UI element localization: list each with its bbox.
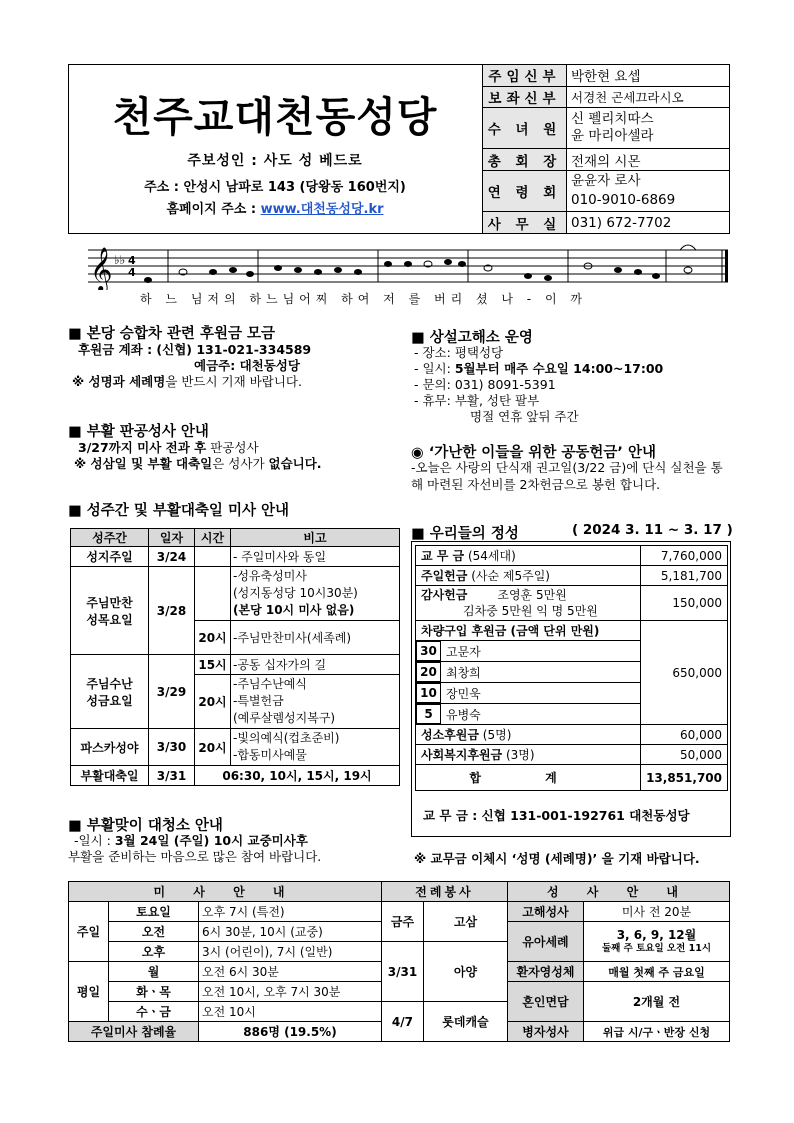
day-note: -빛의예식(컵초준비) -합동미사예물 [231,729,400,766]
svg-text:♭♭: ♭♭ [114,253,126,267]
confession-closed: - 휴무: 부활, 성탄 팔부 [414,393,540,408]
staff-role: 수 녀 원 [483,108,567,149]
homepage-link[interactable]: www.대천동성당.kr [260,202,384,217]
staff-role: 보좌신부 [483,86,567,108]
poor-text: -오늘은 사랑의 단식재 권고일(3/22 금)에 단식 실천을 통해 마련된 자선비를 2차헌금으로 봉헌 합니다. [411,460,723,492]
sat-label: 토요일 [109,902,199,922]
tt-time: 오전 10시, 오후 7시 30분 [199,982,382,1002]
day-note: -성유축성미사 (성지동성당 10시30분) (본당 10시 미사 없음) [231,567,400,621]
schedule-table [68,881,730,1042]
donor-amount: 10 [417,684,441,703]
confession-heading: ■ 상설고해소 운영 [411,330,533,346]
col-header: 일자 [149,529,195,547]
amount: 5,181,700 [641,566,728,586]
easter-confession-heading: ■ 부활 판공성사 안내 [68,424,209,440]
sacrament-heading: 성 사 안 내 [507,882,729,902]
vehicle-label: 차량구입 후원금 (금액 단위 만원) [416,621,641,641]
staff-role: 사 무 실 [483,212,567,234]
day-date: 3/29 [149,655,195,729]
sacrament-label: 고해성사 [507,902,583,922]
day-note: -공동 십자가의 길 [231,655,400,675]
offering-account: 교 무 금 : 신협 131-001-192761 대천동성당 [423,808,690,823]
donor-name: 장민욱 [446,686,481,701]
parking-note: ※ 성명과 세례명을 반드시 기재 바랍니다. [72,374,302,389]
day-name: 성지주일 [71,547,149,567]
holyweek-table [70,528,400,786]
amount: 50,000 [641,745,728,765]
staff-role: 총 회 장 [483,149,567,171]
staff-name: 신 펠리치따스 윤 마리아셀라 [567,108,730,149]
sacrament-value: 미사 전 20분 [583,902,729,922]
holyweek-heading: ■ 성주간 및 부활대축일 미사 안내 [68,503,290,519]
donor-name: 유병숙 [446,707,481,722]
svg-text:4: 4 [128,254,136,267]
cleaning-date: -일시 : 3월 24일 (주일) 10시 교중미사후 [74,833,308,848]
donor-amount: 30 [417,642,441,661]
attendance-value: 886명 (19.5%) [199,1022,382,1042]
day-date: 3/28 [149,567,195,655]
confession-place: - 장소: 평택성당 [414,345,504,360]
tt-label: 화ㆍ목 [109,982,199,1002]
mass-heading: 미 사 안 내 [69,882,382,902]
staff-name: 전재의 시몬 [567,149,730,171]
day-name: 파스카성야 [71,729,149,766]
easter-confession-line1: 3/27까지 미사 전과 후 판공성사 [78,440,259,455]
day-note: -주님수난예식 -특별헌금 (예루살렘성지복구) [231,675,400,729]
easter-confession-line2: ※ 성삼일 및 부활 대축일은 성사가 없습니다. [74,456,322,471]
day-date: 3/30 [149,729,195,766]
offering-note: ※ 교무금 이체시 ‘성명 (세례명)’ 을 기재 바랍니다. [414,851,700,866]
col-header: 시간 [195,529,231,547]
amount: 650,000 [641,621,728,725]
parking-holder: 예금주: 대천동성당 [194,358,300,373]
day-name: 주님수난 성금요일 [71,655,149,729]
serve-date: 3/31 [381,942,423,1002]
donor-name: 고문자 [446,644,481,659]
svg-text:4: 4 [128,266,136,279]
day-time: 20시 [195,675,231,729]
sacrament-label: 유아세례 [507,922,583,962]
am-label: 오전 [109,922,199,942]
serve-group: 아양 [423,942,507,1002]
donor-name: 최창희 [446,665,481,680]
offering-heading: ■ 우리들의 정성 [411,526,519,542]
pm-label: 오후 [109,942,199,962]
staff-table [482,64,730,234]
serve-date: 금주 [381,902,423,942]
serve-date: 4/7 [381,1002,423,1042]
amount: 150,000 [641,586,728,621]
cleaning-heading: ■ 부활맞이 대청소 안내 [68,818,223,834]
pm-time: 3시 (어린이), 7시 (일반) [199,942,382,962]
sacrament-value: 2개월 전 [583,982,729,1022]
staff-role: 연 령 회 [483,171,567,212]
confession-closed2: 명절 연휴 앞뒤 주간 [470,409,579,424]
confession-time: - 일시: 5월부터 매주 수요일 14:00~17:00 [414,361,664,376]
sacrament-label: 환자영성체 [507,962,583,982]
address: 주소 : 안성시 남파로 143 (당왕동 160번지) [144,180,406,195]
sacrament-label: 병자성사 [507,1022,583,1042]
wf-label: 수ㆍ금 [109,1002,199,1022]
attendance-label: 주일미사 참례율 [69,1022,199,1042]
sacrament-value: 3, 6, 9, 12월 둘째 주 토요일 오전 11시 [583,922,729,962]
sacrament-value: 위급 시/구ㆍ반장 신청 [583,1022,729,1042]
am-time: 6시 30분, 10시 (교중) [199,922,382,942]
day-time: 20시 [195,621,231,655]
patron-saint: 주보성인 : 사도 성 베드로 [187,153,363,169]
serve-group: 롯데캐슬 [423,1002,507,1042]
sunday-label: 주일 [69,902,109,962]
day-date: 3/24 [149,547,195,567]
staff-name: 박한현 요셉 [567,65,730,87]
weekday-label: 평일 [69,962,109,1022]
sat-time: 오후 7시 (특전) [199,902,382,922]
parish-title: 천주교대천동성당 [112,93,438,141]
amount: 60,000 [641,725,728,745]
homepage: 홈페이지 주소 : www.대천동성당.kr [166,202,384,217]
poor-heading: ◉ ‘가난한 이들을 위한 공동헌금’ 안내 [411,445,657,461]
amount: 7,760,000 [641,546,728,566]
sacrament-label: 혼인면담 [507,982,583,1022]
svg-text:𝄞: 𝄞 [90,247,113,290]
serve-heading: 전례봉사 [381,882,507,902]
col-header: 비고 [231,529,400,547]
col-header: 성주간 [71,529,149,547]
day-time: 20시 [195,729,231,766]
cleaning-note: 부활을 준비하는 마음으로 많은 참여 바랍니다. [68,849,322,864]
day-time: 15시 [195,655,231,675]
day-note: - 주일미사와 동일 [231,547,400,567]
sacrament-value: 매월 첫째 주 금요일 [583,962,729,982]
offering-table: 교 무 금 (54세대) 7,760,000 주일헌금 (사순 제5주일) 5,181,700 감사헌금 조영훈 5만원 김차중 5만원 익 명 5만원 150,000 차량구입 후원금 (금액 단위 만원) 650,000 30 고문자 20 최창희 10 장민욱 5 유병숙 성소후원금 (5명) 60,000 사회복지후원금 (3명) 50,000 합 계 13,851,700 [415,545,728,791]
day-date: 3/31 [149,766,195,786]
confession-contact: - 문의: 031) 8091-5391 [414,377,556,392]
parking-account: 후원금 계좌 : (신협) 131-021-334589 [78,342,312,357]
serve-group: 고삼 [423,902,507,942]
parking-heading: ■ 본당 승합차 관련 후원금 모금 [68,326,276,342]
staff-role: 주임신부 [483,65,567,87]
total-label: 합 계 [416,765,641,791]
hymn-score [88,240,734,290]
total-amount: 13,851,700 [641,765,728,791]
day-note: -주님만찬미사(세족례) [231,621,400,655]
day-name: 부활대축일 [71,766,149,786]
day-times: 06:30, 10시, 15시, 19시 [195,766,400,786]
staff-name: 서경천 곤세끄라시오 [567,86,730,108]
staff-name: 윤윤자 로사 010-9010-6869 [567,171,730,212]
offering-period: ( 2024 3. 11 ~ 3. 17 ) [572,522,733,538]
day-name: 주님만찬 성목요일 [71,567,149,655]
wf-time: 오전 10시 [199,1002,382,1022]
mon-time: 오전 6시 30분 [199,962,382,982]
mon-label: 월 [109,962,199,982]
staff-name: 031) 672-7702 [567,212,730,234]
donor-amount: 20 [417,663,441,682]
hymn-lyrics: 하 느 님저의 하느님어찌 하여 저 를 버리 셨 나 - 이 까 [140,292,587,306]
donor-amount: 5 [417,705,441,724]
